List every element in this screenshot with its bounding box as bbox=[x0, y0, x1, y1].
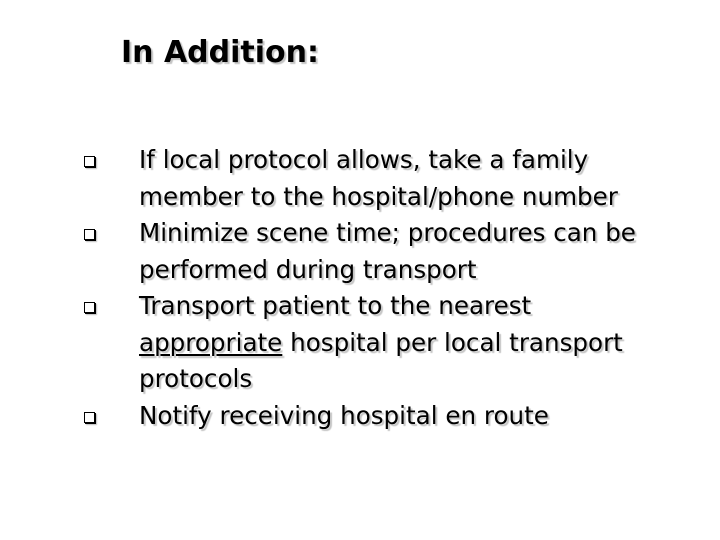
bullet-line: Minimize scene time; procedures can be bbox=[139, 218, 636, 247]
underlined-word: appropriate bbox=[139, 327, 283, 357]
bullet-line-rest: hospital per local transport bbox=[282, 327, 623, 357]
checkbox-square-icon bbox=[84, 302, 95, 313]
bullet-item bbox=[0, 215, 720, 288]
bullet-line: performed during transport bbox=[139, 254, 477, 284]
bullet-line: Notify receiving hospital en route bbox=[139, 400, 549, 430]
checkbox-square-icon bbox=[84, 156, 95, 167]
bullet-item bbox=[0, 288, 720, 398]
bullet-list bbox=[0, 142, 720, 434]
bullet-line: Transport patient to the nearest bbox=[139, 291, 532, 320]
checkbox-square-icon bbox=[84, 412, 95, 423]
bullet-item bbox=[0, 142, 720, 215]
bullet-line: member to the hospital/phone number bbox=[139, 181, 618, 211]
bullet-line bbox=[139, 325, 720, 362]
checkbox-square-icon bbox=[84, 229, 95, 240]
bullet-line: protocols bbox=[139, 364, 253, 393]
bullet-line: If local protocol allows, take a family bbox=[139, 145, 589, 174]
bullet-item bbox=[0, 398, 720, 435]
slide-title: In Addition: bbox=[121, 35, 320, 70]
